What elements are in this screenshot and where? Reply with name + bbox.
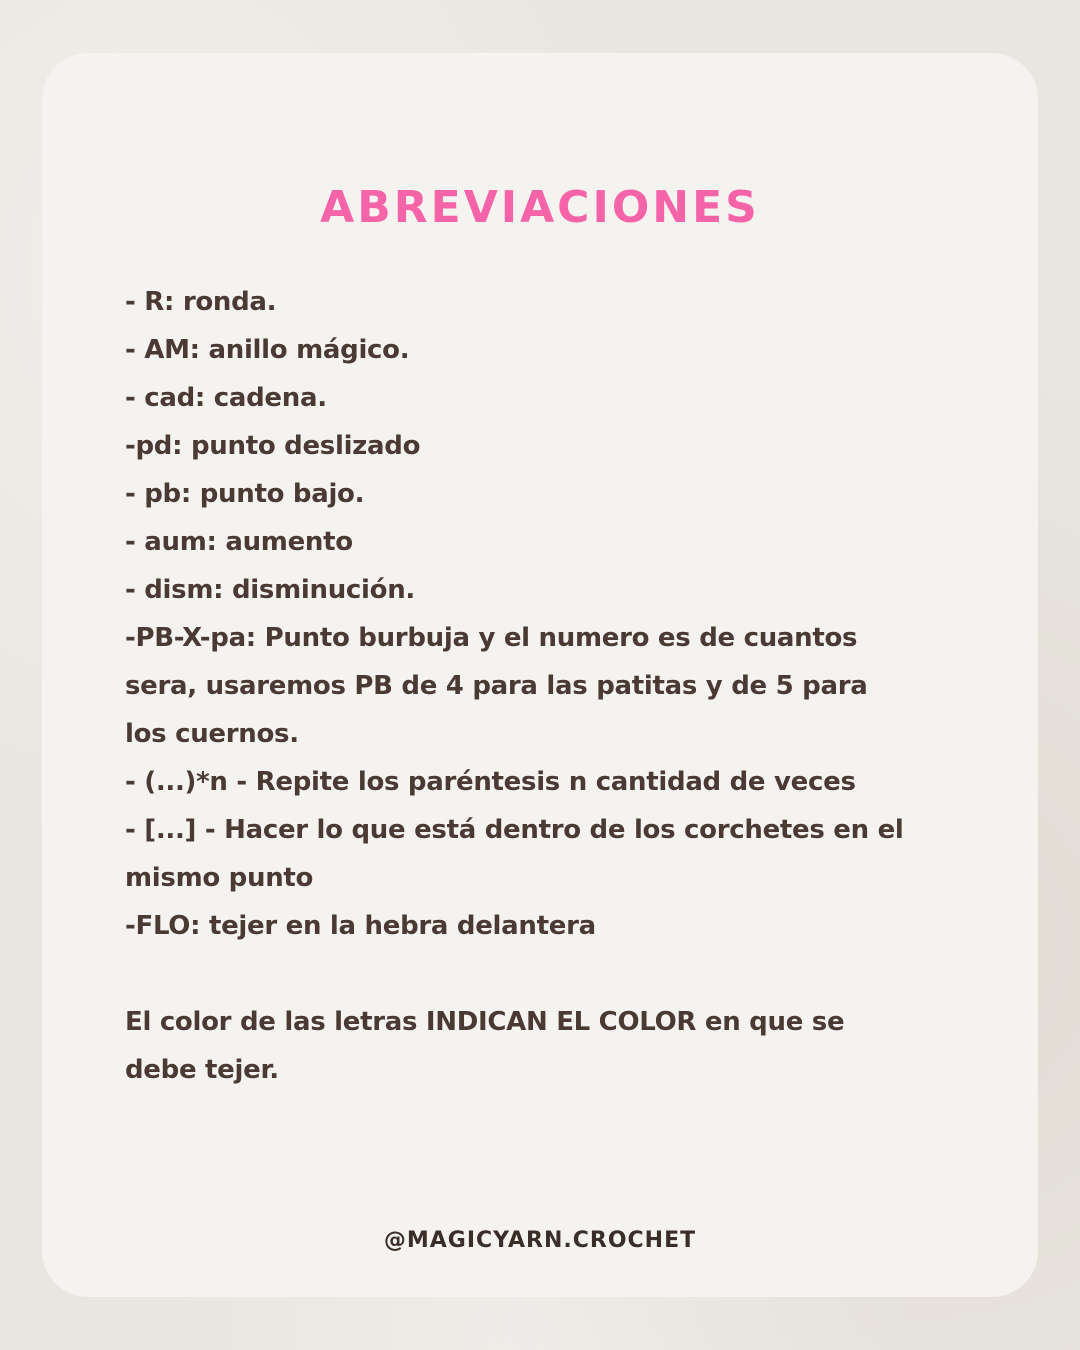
list-item: sera, usaremos PB de 4 para las patitas y de 5 para (125, 671, 868, 701)
list-item: - dism: disminución. (125, 575, 415, 605)
list-item: -PB-X-pa: Punto burbuja y el numero es de cuantos (125, 623, 858, 653)
color-note-line: El color de las letras INDICAN EL COLOR en que se (125, 1007, 845, 1037)
spacer (125, 950, 985, 998)
list-item: - cad: cadena. (125, 383, 327, 413)
list-item: - R: ronda. (125, 287, 277, 317)
list-item: los cuernos. (125, 719, 299, 749)
list-item: - aum: aumento (125, 527, 353, 557)
list-item: - [...] - Hacer lo que está dentro de los corchetes en el (125, 815, 904, 845)
list-item: mismo punto (125, 863, 314, 893)
list-item: - pb: punto bajo. (125, 479, 365, 509)
list-item: -pd: punto deslizado (125, 431, 421, 461)
list-item: -FLO: tejer en la hebra delantera (125, 911, 596, 941)
list-item: - AM: anillo mágico. (125, 335, 410, 365)
page-title: ABREVIACIONES (320, 182, 760, 233)
color-note-line: debe tejer. (125, 1055, 279, 1085)
footer-handle: @MAGICYARN.CROCHET (383, 1228, 697, 1253)
abbreviations-list (125, 278, 985, 1094)
list-item: - (...)*n - Repite los paréntesis n cantidad de veces (125, 767, 856, 797)
